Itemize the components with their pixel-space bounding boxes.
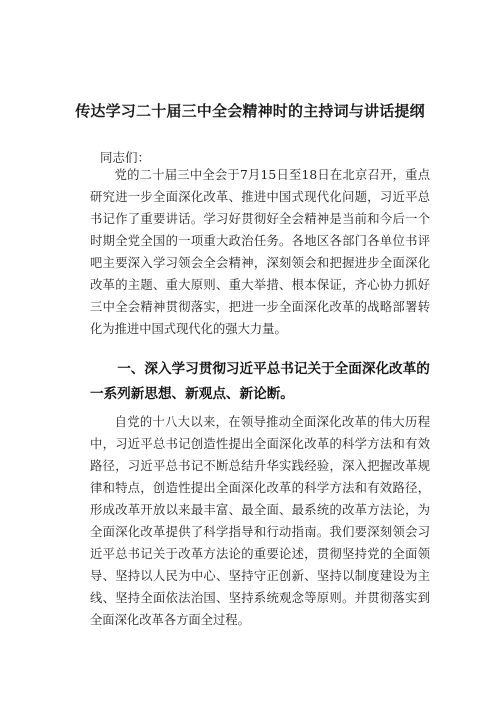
section-heading-1: 一、深入学习贯彻习近平总书记关于全面深化改革的一系列新思想、新观点、新论断。 <box>90 361 430 402</box>
document-title: 传达学习二十届三中全会精神时的主持词与讲话提纲 <box>75 102 425 120</box>
greeting: 同志们： <box>100 150 151 165</box>
paragraph-intro: 党的二十届三中全会于7月15日至18日在北京召开，重点研究进一步全面深化改革、推进中国式现代化问题，习近平总书记作了重要讲话。学习好贯彻好全会精神是当前和今后一个时期全党全国的一项重大政治任务。各地区各部门各单位书评吧主要深入学习领会全会精神，深刻领会和把握进步全面深化改革的主题、重大原则、重大举措、根本保证，齐心协力抓好三中全会精神贯彻落实，把进一步全面深化改革的战略部署转化为推进中国式现代化的强大力量。 <box>90 168 430 336</box>
paragraph-section-1: 自党的十八大以来，在领导推动全面深化改革的伟大历程中，习近平总书记创造性提出全面深化改革的科学方法和有效路径，习近平总书记不断总结升华实践经验，深入把握改革规律和特点，创造性提出全面深化改革的科学方法和有效路径，形成改革开放以来最丰富、最全面、最系统的改革方法论，为全面深化改革提供了科学指导和行动指南。我们要深刻领会习近平总书记关于改革方法论的重要论述，贯彻坚持党的全面领导、坚持以人民为中心、坚持守正创新、坚持以制度建设为主线、坚持全面依法治国、坚持系统观念等原则。并贯彻落实到全面深化改革各方面全过程。 <box>90 415 430 627</box>
